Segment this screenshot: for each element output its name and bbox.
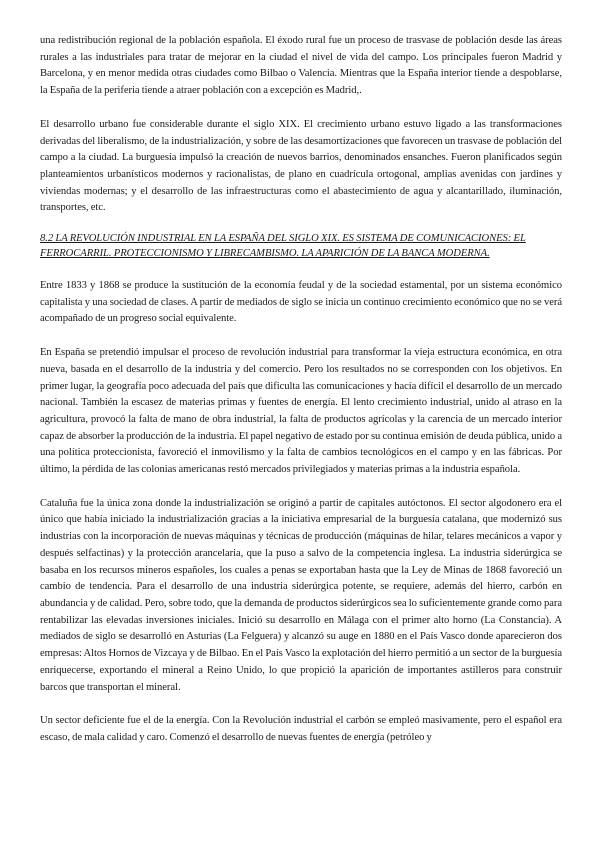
paragraph-cataluna-industry: Cataluña fue la única zona donde la industrialización se originó a partir de capitales autóctonos. El sector algodonero era el único que había iniciado la industrialización gracias a la iniciativa empresarial de la burguesía catalana, que modernizó sus industrias con la incorporación de nuevas máquinas y técnicas de producción (máquinas de hilar, telares mecánicos a vapor y después selfactinas) y la protección arancelaria, que la puso a salvo de la competencia inglesa. La industria siderúrgica se basaba en los recursos mineros españoles, los cuales a penas se exportaban hasta que la Ley de Minas de 1868 favoreció un cambio de tendencia. Para el desarrollo de una industria siderúrgica potente, se requiere, además del hierro, carbón en abundancia y de calidad. Pero, sobre todo, que la demanda de productos siderúrgicos sea lo suficientemente grande como para rentabilizar las elevadas inversiones iniciales. Inició su desarrollo en Málaga con el primer alto horno (La Constancia). A mediados de siglo se desarrolló en Asturias (La Felguera) y alcanzó su auge en 1880 en el País Vasco donde aparecieron dos empresas: Altos Hornos de Vizcaya y de Bilbao. En el País Vasco la explotación del hierro permitió a un sector de la burguesía enriquecerse, exportando el mineral a Reino Unido, lo que propició la aparición de importantes astilleros para construir barcos que transportan el mineral. <box>40 497 562 693</box>
paragraph-economic-change: Entre 1833 y 1868 se produce la sustitución de la economía feudal y de la sociedad estamental, por un sistema económico capitalista y una sociedad de clases. A partir de mediados de siglo se inicia un continuo crecimiento económico que no se verá acompañado de un progreso social equivalente. <box>40 280 562 325</box>
paragraph-urban-development: El desarrollo urbano fue considerable durante el siglo XIX. El crecimiento urbano estuvo ligado a las transformaciones derivadas del liberalismo, de la industrialización, y sobre de las desamortizaciones que favorecen un trasvase de población del campo a la ciudad. La burguesía impulsó la creación de nuevos barrios, denominados ensanches. Fueron planificados según planteamientos urbanísticos modernos y racionalistas, de plano en cuadrícula ortogonal, amplias avenidas con jardines y viviendas modernas; y el desarrollo de las infraestructuras como el abastecimiento de agua y alcantarillado, iluminación, transportes, etc. <box>40 118 562 214</box>
section-heading: 8.2 LA REVOLUCIÓN INDUSTRIAL EN LA ESPAÑA DEL SIGLO XIX. ES SISTEMA DE COMUNICACIONES: EL FERROCARRIL. PROTECCIONISMO Y LIBRECAMBISMO. LA APARICIÓN DE LA BANCA MODERNA. <box>40 233 526 259</box>
paragraph-industrial-revolution: En España se pretendió impulsar el proceso de revolución industrial para transformar la vieja estructura económica, en otra nueva, basada en el desarrollo de la industria y del comercio. Pero los resultados no se corresponden con los objetivos. En primer lugar, la geografía poco adecuada del país que dificulta las comunicaciones y hacía difícil el desarrollo de un mercado nacional. También la escasez de materias primas y fuentes de energía. El lento crecimiento industrial, unido al atraso en la agricultura, provocó la falta de mano de obra industrial, la falta de productos agrícolas y la carencia de un mercado interior capaz de absorber la producción de la industria. El papel negativo de estado por su continua emisión de deuda pública, unido a una política proteccionista, favoreció el inmovilismo y la falta de cambios tecnológicos en el campo y en las fábricas. Por último, la pérdida de las colonias americanas restó mercados privilegiados y materias primas a la industria española. <box>40 347 562 476</box>
paragraph-rural-exodus: una redistribución regional de la población española. El éxodo rural fue un proceso de trasvase de población desde las áreas rurales a las industriales para tratar de mejorar en la ciudad el nivel de vida del campo. Los principales fueron Madrid y Barcelona, y en menor medida otras ciudades como Bilbao o Valencia. Mientras que la España interior tiende a despoblarse, la España de la periferia tiende a atraer población con a excepción es Madrid,. <box>40 35 562 97</box>
paragraph-energy-sector: Un sector deficiente fue el de la energía. Con la Revolución industrial el carbón se empleó masivamente, pero el español era escaso, de mala calidad y caro. Comenzó el desarrollo de nuevas fuentes de energía (petróleo y <box>40 715 562 743</box>
document-page <box>40 33 562 747</box>
